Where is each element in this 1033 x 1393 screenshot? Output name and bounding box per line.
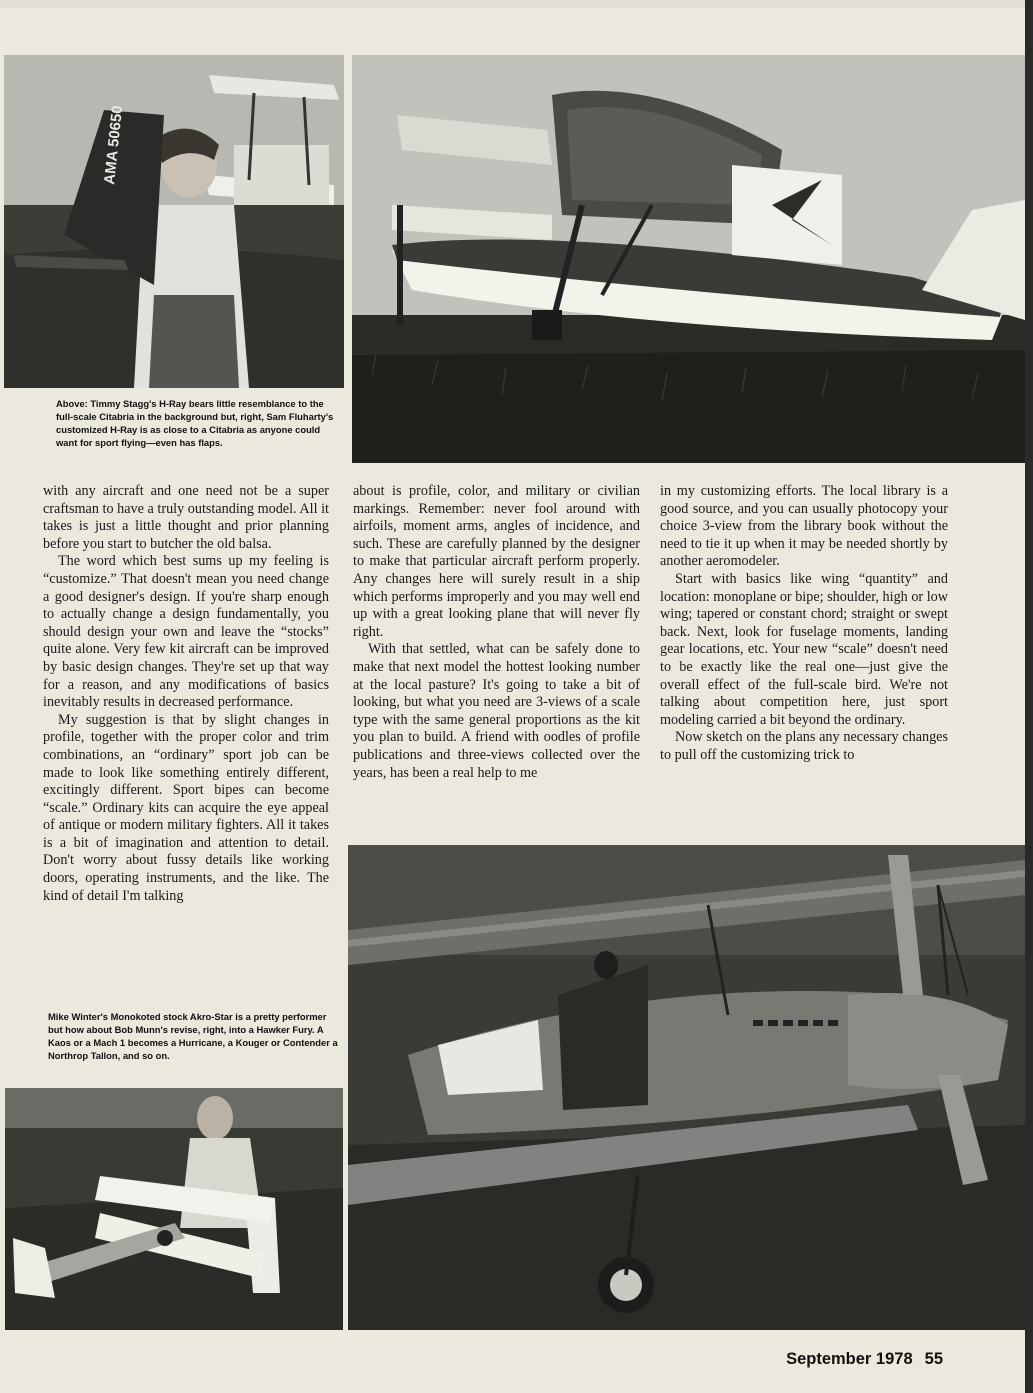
issue-date: September 1978 (786, 1350, 913, 1368)
page-footer (786, 1350, 943, 1369)
photo-citabria (352, 55, 1025, 463)
paragraph: My suggestion is that by slight changes in profile, together with the proper color and trim combinations, an “ordinary” sport job can be made to look like something entirely different, excitingly different. Sport bipes can become “scale.” Ordinary kits can acquire the eye appeal of antique or modern military fighters. All it takes is a bit of imagination and attention to detail. Don't worry about fussy details like working doors, operating instruments, and the like. The kind of detail I'm talking (43, 711, 329, 904)
caption-top: Above: Timmy Stagg's H-Ray bears little resemblance to the full-scale Citabria in the background but, right, Sam Fluharty's customized H-Ray is as close to a Citabria as anyone could want for sport flying—even has flaps. (56, 398, 334, 448)
paragraph: With that settled, what can be safely done to make that next model the hottest looking number at the local pasture? It's going to take a bit of looking, but what you need are 3-views of a scale type with the same general proportions as the kit you plan to build. A friend with oodles of profile publications and three-views collected over the years, has been a real help to me (353, 641, 640, 781)
tail-registration-text: AMA 50650 (101, 104, 127, 186)
photo-hawker-fury (348, 845, 1025, 1330)
photo-timmy-stagg-h-ray (4, 55, 344, 388)
page-right-edge (1025, 0, 1033, 1393)
paragraph: Now sketch on the plans any necessary changes to pull off the customizing trick to (660, 729, 948, 763)
paragraph: The word which best sums up my feeling is “customize.” That doesn't mean you need change a good designer's design. If you're sharp enough to actually change a design fundamentally, you should design your own and leave the “stocks” quite alone. Very few kit aircraft can be improved by basic design changes. They're set up that way for a reason, and any modifications of basics inevitably results in decreased performance. (43, 553, 329, 711)
page-number: 55 (924, 1350, 943, 1368)
paragraph: about is profile, color, and military or civilian markings. Remember: never fool around with airfoils, moment arms, angles of incidence, and such. These are carefully planned by the designer to make that particular aircraft perform properly. Any changes here will surely result in a ship which performs improperly and you may well end up with a great looking plane that will never fly right. (353, 483, 640, 640)
caption-bottom: Mike Winter's Monokoted stock Akro-Star is a pretty performer but how about Bob Munn's revise, right, into a Hawker Fury. A Kaos or a Mach 1 becomes a Hurricane, a Kouger or Contender a Northrop Tallon, and so on. (48, 1011, 338, 1061)
paragraph: in my customizing efforts. The local library is a good source, and you can usually photocopy your choice 3-view from the library book without the need to tie it up when it may be needed shortly by another aeromodeler. (660, 483, 948, 570)
paragraph: with any aircraft and one need not be a super craftsman to have a truly outstanding model. All it takes is just a little thought and prior planning before you start to butcher the old balsa. (43, 483, 329, 552)
page-top-edge (0, 0, 1033, 8)
paragraph: Start with basics like wing “quantity” and location: monoplane or bipe; shoulder, high or low wing; tapered or constant chord; straight or swept back. Next, look for fuselage moments, landing gear locations, etc. Your new “scale” doesn't need to be exactly like the real one—just give the overall effect of the full-scale bird. We're not talking about competition here, just sport modeling carried a bit beyond the ordinary. (660, 570, 948, 728)
article-column-2 (353, 483, 640, 782)
article-column-1 (43, 483, 329, 905)
article-column-3 (660, 483, 948, 765)
photo-akro-star (5, 1088, 343, 1330)
